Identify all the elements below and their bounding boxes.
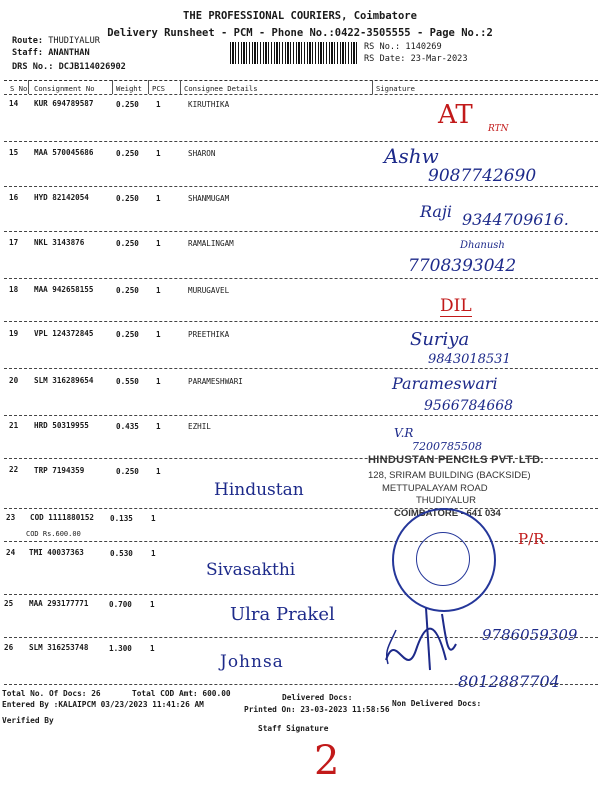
route-line (12, 36, 100, 46)
staff-signature-label: Staff Signature (258, 724, 329, 733)
runsheet-subtitle: Delivery Runsheet - PCM - Phone No.:0422-3505555 - Page No.:2 (107, 27, 493, 39)
handwritten-signature: Raji (420, 202, 453, 221)
col-divider (180, 80, 181, 94)
handwritten-signature: Sivasakthi (206, 560, 296, 580)
route-value: THUDIYALUR (48, 36, 100, 46)
staff-line (12, 48, 90, 58)
handwritten-phone: 9566784668 (424, 398, 514, 414)
row-weight: 0.530 (110, 549, 133, 558)
row-pcs: 1 (156, 149, 161, 158)
row-consignee: RAMALINGAM (188, 239, 234, 248)
rs-date-line (364, 54, 468, 64)
total-docs: Total No. Of Docs: 26 (2, 689, 101, 698)
row-consignment: HRD 50319955 (34, 421, 89, 430)
row-consignment: TRP 7194359 (34, 466, 85, 475)
staff-value: ANANTHAN (48, 48, 90, 58)
row-pcs: 1 (156, 100, 161, 109)
row-pcs: 1 (151, 549, 156, 558)
row-consignment: COD 1111880152 (30, 513, 95, 522)
row-pcs: 1 (156, 286, 161, 295)
drs-value: DCJB114026902 (58, 62, 126, 72)
row-consignee: PREETHIKA (188, 330, 230, 339)
row-weight: 0.550 (116, 377, 139, 386)
row-weight: 0.250 (116, 149, 139, 158)
rs-no-label: RS No.: (364, 42, 401, 52)
col-consignee: Consignee Details (184, 84, 258, 93)
row-pcs: 1 (156, 467, 161, 476)
delivered-docs: Delivered Docs: (282, 693, 353, 702)
row-consignee: EZHIL (188, 422, 211, 431)
row-rule (4, 321, 598, 322)
row-sno: 24 (6, 548, 16, 557)
row-rule (4, 637, 598, 638)
row-rule (4, 141, 598, 142)
drs-label: DRS No.: (12, 62, 54, 72)
col-pcs: PCS (152, 84, 165, 93)
row-rule (4, 594, 598, 595)
handwritten-phone: 7200785508 (412, 440, 482, 453)
row-consignment: NKL 3143876 (34, 238, 85, 247)
row-consignment: HYD 82142054 (34, 193, 89, 202)
row-consignment: MAA 293177771 (29, 599, 89, 608)
row-weight: 0.435 (116, 422, 139, 431)
table-top-rule (4, 80, 598, 81)
col-divider (28, 80, 29, 94)
row-sno: 17 (9, 238, 19, 247)
rs-date-label: RS Date: (364, 54, 406, 64)
row-consignment: VPL 124372845 (34, 329, 94, 338)
stamp-line: HINDUSTAN PENCILS PVT. LTD. (368, 454, 544, 466)
rs-no-line (364, 42, 442, 52)
handwritten-phone: 9344709616. (462, 210, 569, 229)
row-sno: 23 (6, 513, 16, 522)
row-pcs: 1 (156, 330, 161, 339)
handwritten-signature: V.R (394, 426, 414, 440)
handwritten-signature: Dhanush (460, 240, 505, 251)
handwritten-phone: 9843018531 (428, 352, 511, 367)
row-weight: 0.250 (116, 330, 139, 339)
row-consignee: SHARON (188, 149, 216, 158)
printed-on: Printed On: 23-03-2023 11:58:56 (244, 705, 390, 714)
col-divider (372, 80, 373, 94)
row-consignment: TMI 40037363 (29, 548, 84, 557)
row-rule (4, 368, 598, 369)
row-weight: 1.300 (109, 644, 132, 653)
row-weight: 0.250 (116, 467, 139, 476)
col-consignment: Consignment No (34, 84, 95, 93)
rs-no-value: 1140269 (405, 42, 442, 52)
row-sno: 15 (9, 148, 19, 157)
handwritten-signature: DIL (440, 296, 472, 316)
handwritten-signature: Johnsa (220, 652, 284, 672)
col-weight: Weight (116, 84, 142, 93)
row-pcs: 1 (156, 239, 161, 248)
row-rule (4, 278, 598, 279)
round-seal-stamp (392, 508, 496, 612)
row-consignment: MAA 942658155 (34, 285, 94, 294)
handwritten-signature: Parameswari (392, 374, 498, 393)
row-pcs: 1 (150, 600, 155, 609)
stamp-line: COIMBATORE - 641 034 (394, 508, 501, 519)
row-pcs: 1 (156, 377, 161, 386)
company-stamp (368, 454, 568, 519)
stamp-line: 128, SRIRAM BUILDING (BACKSIDE) (368, 470, 531, 481)
row-sno: 14 (9, 99, 19, 108)
pen-scribble-icon (376, 600, 486, 684)
entered-by: Entered By :KALAIPCM 03/23/2023 11:41:26 AM (2, 700, 204, 709)
row-sno: 16 (9, 193, 19, 202)
row-pcs: 1 (151, 514, 156, 523)
company-title: THE PROFESSIONAL COURIERS, Coimbatore (183, 10, 417, 22)
drs-line (12, 62, 126, 72)
non-delivered-docs: Non Delivered Docs: (392, 699, 482, 708)
row-sno: 25 (4, 599, 14, 608)
rs-date-value: 23-Mar-2023 (410, 54, 468, 64)
handwritten-signature: Ulra Prakel (230, 604, 335, 625)
handwritten-phone: 8012887704 (458, 672, 560, 691)
handwritten-note: P/R (518, 530, 545, 548)
row-pcs: 1 (156, 422, 161, 431)
header-rule (4, 94, 598, 95)
row-sno: 20 (9, 376, 19, 385)
handwritten-phone: 9087742690 (428, 166, 537, 186)
row-rule (4, 684, 598, 685)
handwritten-signature: Ashw (384, 144, 439, 168)
row-weight: 0.250 (116, 194, 139, 203)
row-sno: 19 (9, 329, 19, 338)
row-rule (4, 541, 598, 542)
total-cod: Total COD Amt: 600.00 (132, 689, 231, 698)
handwritten-phone: 9786059309 (482, 626, 578, 644)
row-consignment: KUR 694789587 (34, 99, 94, 108)
handwritten-signature: AT (438, 100, 473, 130)
row-consignee: KIRUTHIKA (188, 100, 230, 109)
row-consignment: MAA 570045686 (34, 148, 94, 157)
row-pcs: 1 (150, 644, 155, 653)
row-sno: 21 (9, 421, 19, 430)
handwritten-note: RTN (488, 124, 509, 134)
staff-label: Staff: (12, 48, 44, 58)
row-rule (4, 415, 598, 416)
row-sno: 26 (4, 643, 14, 652)
stamp-line: METTUPALAYAM ROAD (382, 483, 488, 494)
row-consignment: SLM 316253748 (29, 643, 89, 652)
row-weight: 0.700 (109, 600, 132, 609)
row-consignee: SHANMUGAM (188, 194, 230, 203)
cod-amount: COD Rs.600.00 (26, 530, 81, 538)
row-weight: 0.250 (116, 286, 139, 295)
verified-by: Verified By (2, 716, 54, 725)
row-weight: 0.250 (116, 100, 139, 109)
row-sno: 18 (9, 285, 19, 294)
route-label: Route: (12, 36, 44, 46)
row-weight: 0.135 (110, 514, 133, 523)
stamp-line: THUDIYALUR (416, 495, 476, 506)
row-rule (4, 186, 598, 187)
row-weight: 0.250 (116, 239, 139, 248)
row-rule (4, 231, 598, 232)
row-consignee: MURUGAVEL (188, 286, 230, 295)
handwritten-signature: Suriya (410, 329, 470, 350)
row-pcs: 1 (156, 194, 161, 203)
row-sno: 22 (9, 465, 19, 474)
col-divider (148, 80, 149, 94)
row-consignee: PARAMESHWARI (188, 377, 243, 386)
handwritten-phone: 7708393042 (408, 256, 517, 276)
col-divider (112, 80, 113, 94)
col-signature: Signature (376, 84, 415, 93)
handwritten-page-mark: 2 (314, 738, 340, 784)
handwritten-signature: Hindustan (214, 480, 304, 500)
barcode-image (230, 42, 358, 64)
row-consignment: SLM 316289654 (34, 376, 94, 385)
col-sno: S No (10, 84, 28, 93)
